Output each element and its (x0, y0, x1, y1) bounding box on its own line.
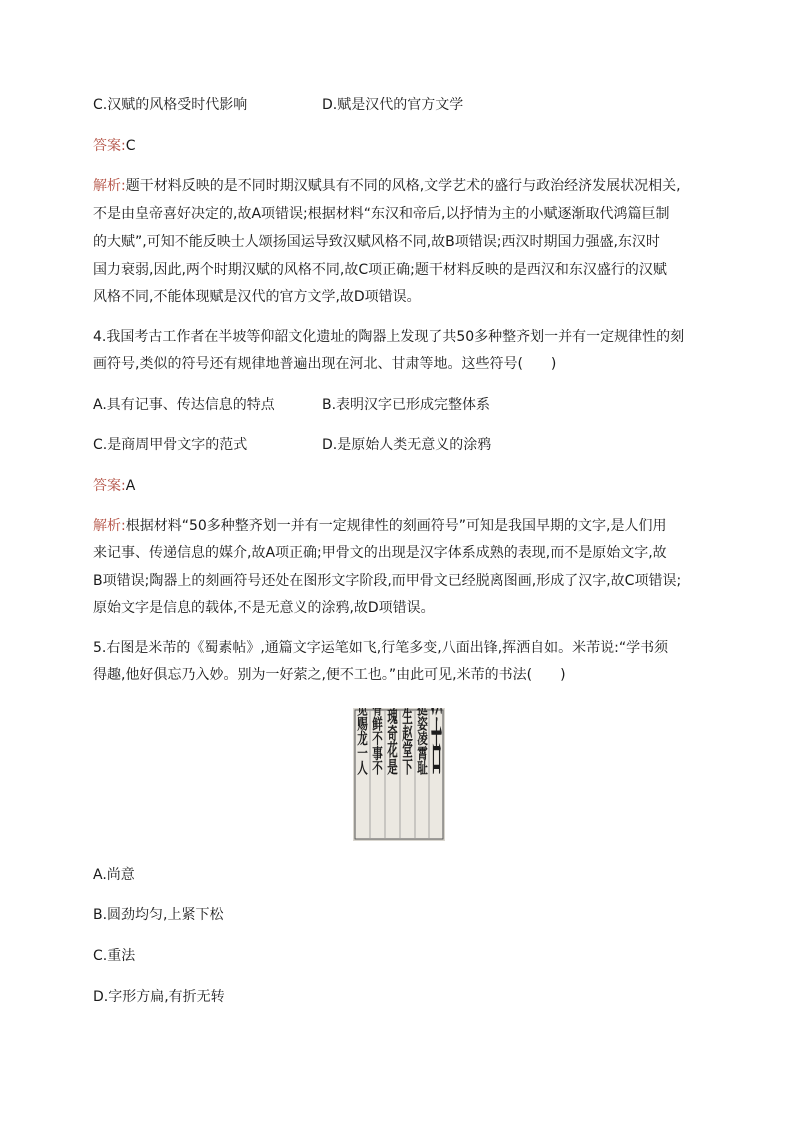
calligraphy-column (401, 708, 413, 776)
analysis-text: 根据材料“50多种整齐划一并有一定规律性的刻画符号”可知是我国早期的文字,是人们用 (125, 518, 667, 534)
answer-value: C (125, 138, 136, 154)
q3-option-c: C.汉赋的风格受时代影响 (93, 97, 248, 113)
q4-analysis-line-4: 原始文字是信息的载体,不是无意义的涂鸦,故D项错误。 (93, 600, 435, 616)
calligraphy-column (416, 708, 428, 776)
q3-analysis-line-4: 国力衰弱,因此,两个时期汉赋的风格不同,故C项正确;题干材料反映的是西汉和东汉盛行的汉赋 (93, 262, 667, 278)
q4-analysis-line-3: B项错误;陶器上的刻画符号还处在图形文字阶段,而甲骨文已经脱离图画,形成了汉字,故C项错误; (93, 573, 682, 589)
q5-option-a: A.尚意 (93, 867, 135, 883)
analysis-label: 解析: (93, 518, 126, 534)
calligraphy-column (386, 708, 398, 776)
calligraphy-column (356, 708, 368, 776)
calligraphy-figure (353, 708, 445, 841)
q3-analysis-line-3: 的大赋”,可知不能反映士人颂扬国运导致汉赋风格不同,故B项错误;西汉时期国力强盛,东汉时 (93, 234, 660, 250)
calligraphy-column (371, 708, 383, 776)
q4-analysis-line-2: 来记事、传递信息的媒介,故A项正确;甲骨文的出现是汉字体系成熟的表现,而不是原始文字,故 (93, 545, 667, 561)
q3-answer (93, 136, 136, 156)
q3-analysis-line-2: 不是由皇帝喜好决定的,故A项错误;根据材料“东汉和帝后,以抒情为主的小赋逐渐取代鸿篇巨制 (93, 206, 670, 222)
answer-label: 答案: (93, 478, 126, 494)
q4-stem-line-2: 画符号,类似的符号还有规律地普遍出现在河北、甘肃等地。这些符号( ) (93, 356, 557, 372)
q4-option-c: C.是商周甲骨文字的范式 (93, 437, 248, 453)
q4-analysis-line-1 (93, 516, 667, 536)
answer-value: A (125, 478, 136, 494)
q5-stem-line-1: 5.右图是米芾的《蜀素帖》,通篇文字运笔如飞,行笔多变,八面出锋,挥洒自如。米芾说:“学书须 (93, 640, 669, 656)
q5-option-c: C.重法 (93, 948, 136, 964)
calligraphy-image (353, 708, 445, 841)
q4-option-b: B.表明汉字已形成完整体系 (322, 397, 491, 413)
q4-option-a: A.具有记事、传达信息的特点 (93, 397, 275, 413)
q4-answer (93, 476, 135, 496)
q3-analysis-line-1 (93, 176, 681, 196)
answer-label: 答案: (93, 138, 126, 154)
q3-analysis-line-5: 风格不同,不能体现赋是汉代的官方文学,故D项错误。 (93, 289, 421, 305)
q3-option-d: D.赋是汉代的官方文学 (322, 97, 464, 113)
analysis-label: 解析: (93, 178, 126, 194)
calligraphy-column (430, 708, 443, 779)
q5-option-b: B.圆劲均匀,上紧下松 (93, 907, 224, 923)
q5-option-d: D.字形方扁,有折无转 (93, 989, 225, 1005)
q5-stem-line-2: 得趣,他好俱忘乃入妙。别为一好萦之,便不工也。”由此可见,米芾的书法( ) (93, 667, 566, 683)
analysis-text: 题干材料反映的是不同时期汉赋具有不同的风格,文学艺术的盛行与政治经济发展状况相关, (125, 178, 681, 194)
q4-stem-line-1: 4.我国考古工作者在半坡等仰韶文化遗址的陶器上发现了共50多种整齐划一并有一定规律性的刻 (93, 329, 685, 345)
q4-option-d: D.是原始人类无意义的涂鸦 (322, 437, 492, 453)
